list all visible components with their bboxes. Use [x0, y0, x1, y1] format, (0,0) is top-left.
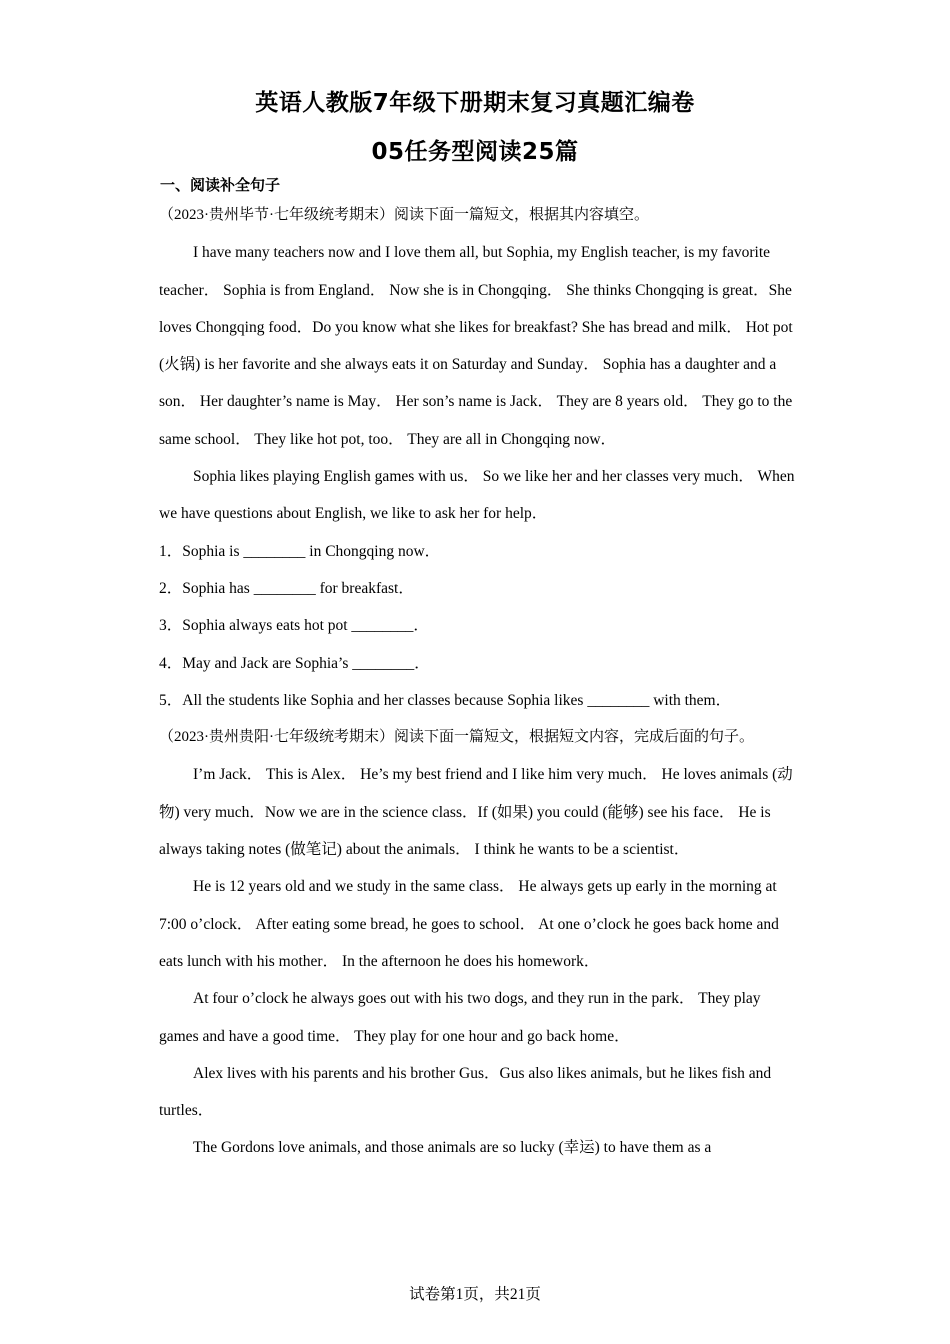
page-footer: 试卷第1页，共21页	[409, 1286, 541, 1303]
question-item: 4．May and Jack are Sophia’s ________．	[159, 654, 430, 672]
passage2-paragraph: At four o’clock he always goes out with his two dogs, and they run in the park． They play games and have a good time． They play for one hour and go back home．	[159, 990, 761, 1045]
question-item: 3．Sophia always eats hot pot ________．	[159, 617, 429, 635]
question-item: 5．All the students like Sophia and her classes because Sophia likes ________ with them．	[159, 691, 732, 709]
doc-title: 英语人教版7年级下册期末复习真题汇编卷	[255, 90, 695, 116]
passage2-paragraph: The Gordons love animals, and those animals are so lucky (幸运) to have them as a	[193, 1139, 712, 1157]
section-heading: 一、阅读补全句子	[160, 176, 281, 194]
document-body	[159, 197, 799, 1167]
question-item: 1．Sophia is ________ in Chongqing now．	[159, 542, 441, 560]
passage2-paragraph: He is 12 years old and we study in the same class． He always gets up early in the morning at 7:00 o’clock． After eating some bread, he goes to school． At one o’clock he goes back home and eats lunch with his mother． In the afternoon he does his homework．	[159, 878, 779, 970]
passage2-paragraph: Alex lives with his parents and his brother Gus．Gus also likes animals, but he likes fish and turtles．	[159, 1064, 772, 1120]
passage1-source: （2023·贵州毕节·七年级统考期末）阅读下面一篇短文，根据其内容填空。	[159, 207, 649, 223]
question-item: 2．Sophia has ________ for breakfast．	[159, 579, 414, 597]
doc-subtitle: 05任务型阅读25篇	[371, 139, 579, 165]
passage1-paragraph: Sophia likes playing English games with us． So we like her and her classes very much． When we have questions about English, we like to ask her for help．	[159, 468, 795, 523]
passage1-paragraph: I have many teachers now and I love them all, but Sophia, my English teacher, is my favorite teacher． Sophia is from England． Now she is in Chongqing． She thinks Chongqing is great．She loves Chongqing food．Do you know what she likes for breakfast? She has bread and milk． Hot pot (火锅) is her favorite and she always eats it on Saturday and Sunday． Sophia has a daughter and a son． Her daughter’s name is May． Her son’s name is Jack． They are 8 years old． They go to the same school． They like hot pot, too． They are all in Chongqing now．	[159, 244, 793, 448]
passage2-source: （2023·贵州贵阳·七年级统考期末）阅读下面一篇短文，根据短文内容，完成后面的句子。	[159, 729, 754, 746]
passage2-paragraph: I’m Jack． This is Alex． He’s my best friend and I like him very much． He loves animals (动物) very much．Now we are in the science class．If (如果) you could (能够) see his face． He is always taking notes (做笔记) about the animals． I think he wants to be a scientist．	[159, 766, 793, 859]
